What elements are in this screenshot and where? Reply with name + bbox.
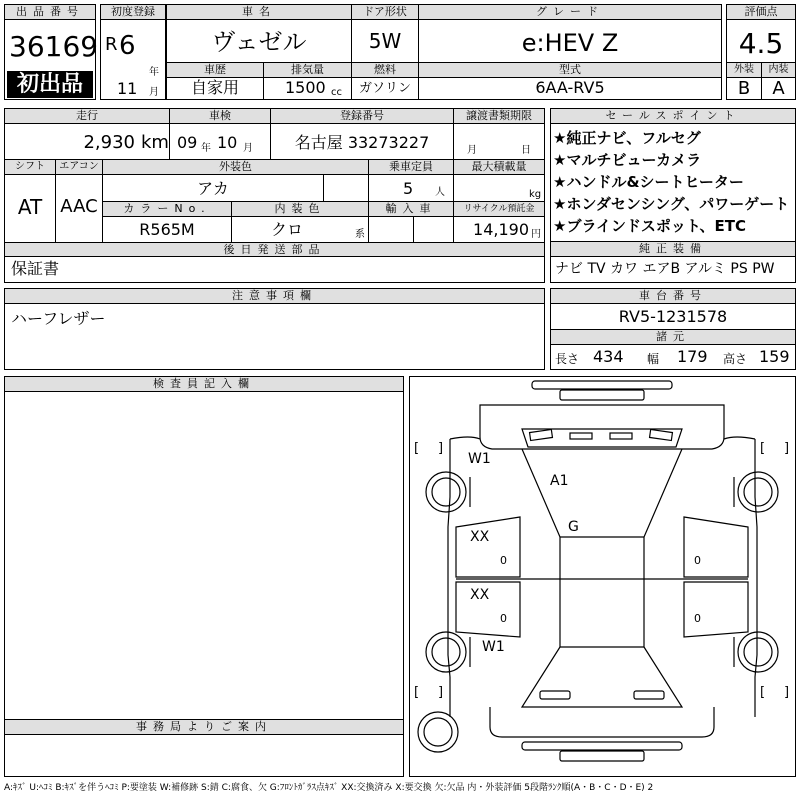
notes: ハーフレザー	[11, 309, 106, 328]
recycle-unit: 円	[531, 229, 541, 240]
lot-box	[4, 4, 99, 100]
capacity: 5	[403, 179, 414, 198]
car-name-label: 車名	[167, 5, 351, 20]
score-label: 評価点	[727, 5, 795, 20]
bracket-front-left-open: [	[414, 441, 420, 456]
later-parts-box	[4, 257, 545, 283]
length-label: 長さ	[555, 352, 580, 366]
ac-label: エアコン	[56, 160, 102, 175]
transfer-label: 譲渡書類期限	[454, 109, 544, 124]
registration-label: 初度登録	[101, 5, 165, 20]
details-box	[4, 108, 545, 258]
reg-month: 11	[117, 79, 138, 98]
first-listing-badge: 初出品	[7, 71, 93, 98]
inspection-label: 車検	[170, 109, 270, 124]
mark-w1-rear: W1	[482, 639, 505, 655]
interior-color: クロ	[270, 220, 303, 239]
bracket-rear-left-close: ]	[438, 685, 444, 700]
grade-label: グレード	[419, 5, 721, 20]
sales-point-3: ★ハンドル&シートヒーター	[553, 173, 744, 191]
inspection-year: 09	[177, 133, 198, 152]
car-diagram	[409, 376, 796, 777]
month-unit: 月	[149, 87, 159, 98]
exterior-grade: B	[737, 79, 751, 99]
model-code: 6AA-RV5	[535, 78, 605, 97]
fuel-label: 燃料	[352, 63, 418, 78]
score-box	[726, 4, 796, 100]
mark-a1: A1	[550, 473, 569, 489]
door-label: ドア形状	[352, 5, 418, 20]
later-parts-label: 後日発送部品	[5, 243, 544, 257]
specs-label: 諸元	[551, 330, 795, 345]
inspector-label: 検査員記入欄	[5, 377, 403, 392]
air-conditioner: AAC	[60, 197, 98, 217]
sales-point-1: ★純正ナビ、フルセグ	[553, 129, 701, 147]
year-unit: 年	[149, 67, 159, 78]
height: 159	[759, 347, 790, 366]
mark-xx-front-door: XX	[470, 529, 490, 545]
notes-box	[4, 288, 545, 370]
office-box	[4, 719, 404, 777]
inspection-year-unit: 年	[201, 143, 211, 154]
mileage-unit: km	[141, 133, 169, 153]
history-label: 車歴	[167, 63, 263, 78]
max-load-unit: kg	[529, 189, 542, 200]
interior-grade: A	[772, 79, 785, 99]
plate-label: 登録番号	[271, 109, 453, 124]
car-name: ヴェゼル	[211, 28, 307, 56]
exterior-color-label: 外装色	[103, 160, 368, 175]
chassis-number: RV5-1231578	[618, 307, 728, 326]
chassis-label: 車台番号	[551, 289, 795, 304]
inspector-box	[4, 376, 404, 720]
transfer-month-unit: 月	[467, 145, 477, 156]
later-parts: 保証書	[11, 259, 60, 278]
capacity-unit: 人	[435, 187, 445, 198]
shift: AT	[17, 197, 43, 217]
sales-point-2: ★マルチビューカメラ	[553, 151, 702, 169]
equipment-box	[550, 241, 796, 283]
sales-point-4: ★ホンダセンシング、パワーゲート	[553, 195, 790, 213]
equipment: ナビ TV カワ エアB アルミ PS PW	[555, 261, 775, 277]
exterior-label: 外装	[727, 63, 761, 78]
interior-color-label: 内装色	[232, 202, 368, 217]
import-label: 輸入車	[369, 202, 453, 217]
color-number-label: カラーNo.	[103, 202, 231, 217]
inspection-month-unit: 月	[243, 143, 253, 154]
plate-number: 名古屋 33273227	[294, 133, 430, 152]
inspection-month: 10	[217, 133, 238, 152]
mark-zero-3: 0	[500, 612, 507, 625]
capacity-label: 乗車定員	[369, 160, 453, 175]
bracket-front-right-close: ]	[784, 441, 790, 456]
interior-color-unit: 系	[355, 229, 365, 240]
car-box	[166, 4, 722, 100]
grade: e:HEV Z	[521, 29, 619, 57]
fuel: ガソリン	[358, 81, 411, 96]
bracket-rear-left-open: [	[414, 685, 420, 700]
score-value: 4.5	[738, 27, 784, 60]
mark-w1-front: W1	[468, 451, 491, 467]
model-label: 型式	[419, 63, 721, 78]
era: R	[105, 35, 118, 55]
shift-label: シフト	[5, 160, 55, 175]
interior-label: 内装	[762, 63, 795, 78]
registration-box	[100, 4, 166, 100]
mark-g: G	[568, 519, 579, 535]
reg-year: 6	[119, 31, 136, 61]
lot-label: 出品番号	[5, 5, 95, 20]
exterior-color: アカ	[197, 179, 229, 198]
notes-label: 注意事項欄	[5, 289, 544, 304]
mileage-label: 走行	[5, 109, 169, 124]
office-label: 事務局よりご案内	[5, 720, 403, 735]
bracket-rear-right-close: ]	[784, 685, 790, 700]
mark-zero-4: 0	[694, 612, 701, 625]
bracket-rear-right-open: [	[760, 685, 766, 700]
equipment-label: 純正装備	[551, 242, 795, 257]
length: 434	[593, 347, 624, 366]
door-type: 5W	[368, 31, 402, 51]
sales-point-5: ★ブラインドスポット、ETC	[553, 217, 746, 235]
mileage: 2,930	[83, 133, 135, 153]
height-label: 高さ	[723, 352, 748, 366]
max-load-label: 最大積載量	[454, 160, 544, 175]
lot-number: 36169	[9, 31, 99, 63]
transfer-day-unit: 日	[521, 145, 531, 156]
bracket-front-right-open: [	[760, 441, 766, 456]
color-number: R565M	[139, 220, 195, 239]
bracket-front-left-close: ]	[438, 441, 444, 456]
width: 179	[677, 347, 708, 366]
mark-zero-1: 0	[500, 554, 507, 567]
mark-xx-rear-door: XX	[470, 587, 490, 603]
displacement-unit: cc	[331, 87, 342, 98]
sales-points-box	[550, 108, 796, 242]
width-label: 幅	[647, 352, 660, 366]
history: 自家用	[190, 78, 239, 97]
mark-zero-2: 0	[694, 554, 701, 567]
recycle-fee: 14,190	[473, 220, 529, 239]
displacement: 1500	[285, 78, 326, 97]
sales-points-label: セールスポイント	[551, 109, 795, 124]
recycle-label: リサイクル預託金	[454, 202, 544, 217]
chassis-box	[550, 288, 796, 370]
displacement-label: 排気量	[264, 63, 351, 78]
legend: A:ｷｽﾞ U:ﾍｺﾐ B:ｷｽﾞを伴うﾍｺﾐ P:要塗装 W:補修跡 S:錆 C:腐食、欠 G:ﾌﾛﾝﾄｶﾞﾗｽ点ｷｽﾞ XX:交換済み X:要交換 欠:欠品 内・外装評価 5段階ﾗﾝｸ順(A・B・C・D・E) 2	[4, 783, 654, 793]
